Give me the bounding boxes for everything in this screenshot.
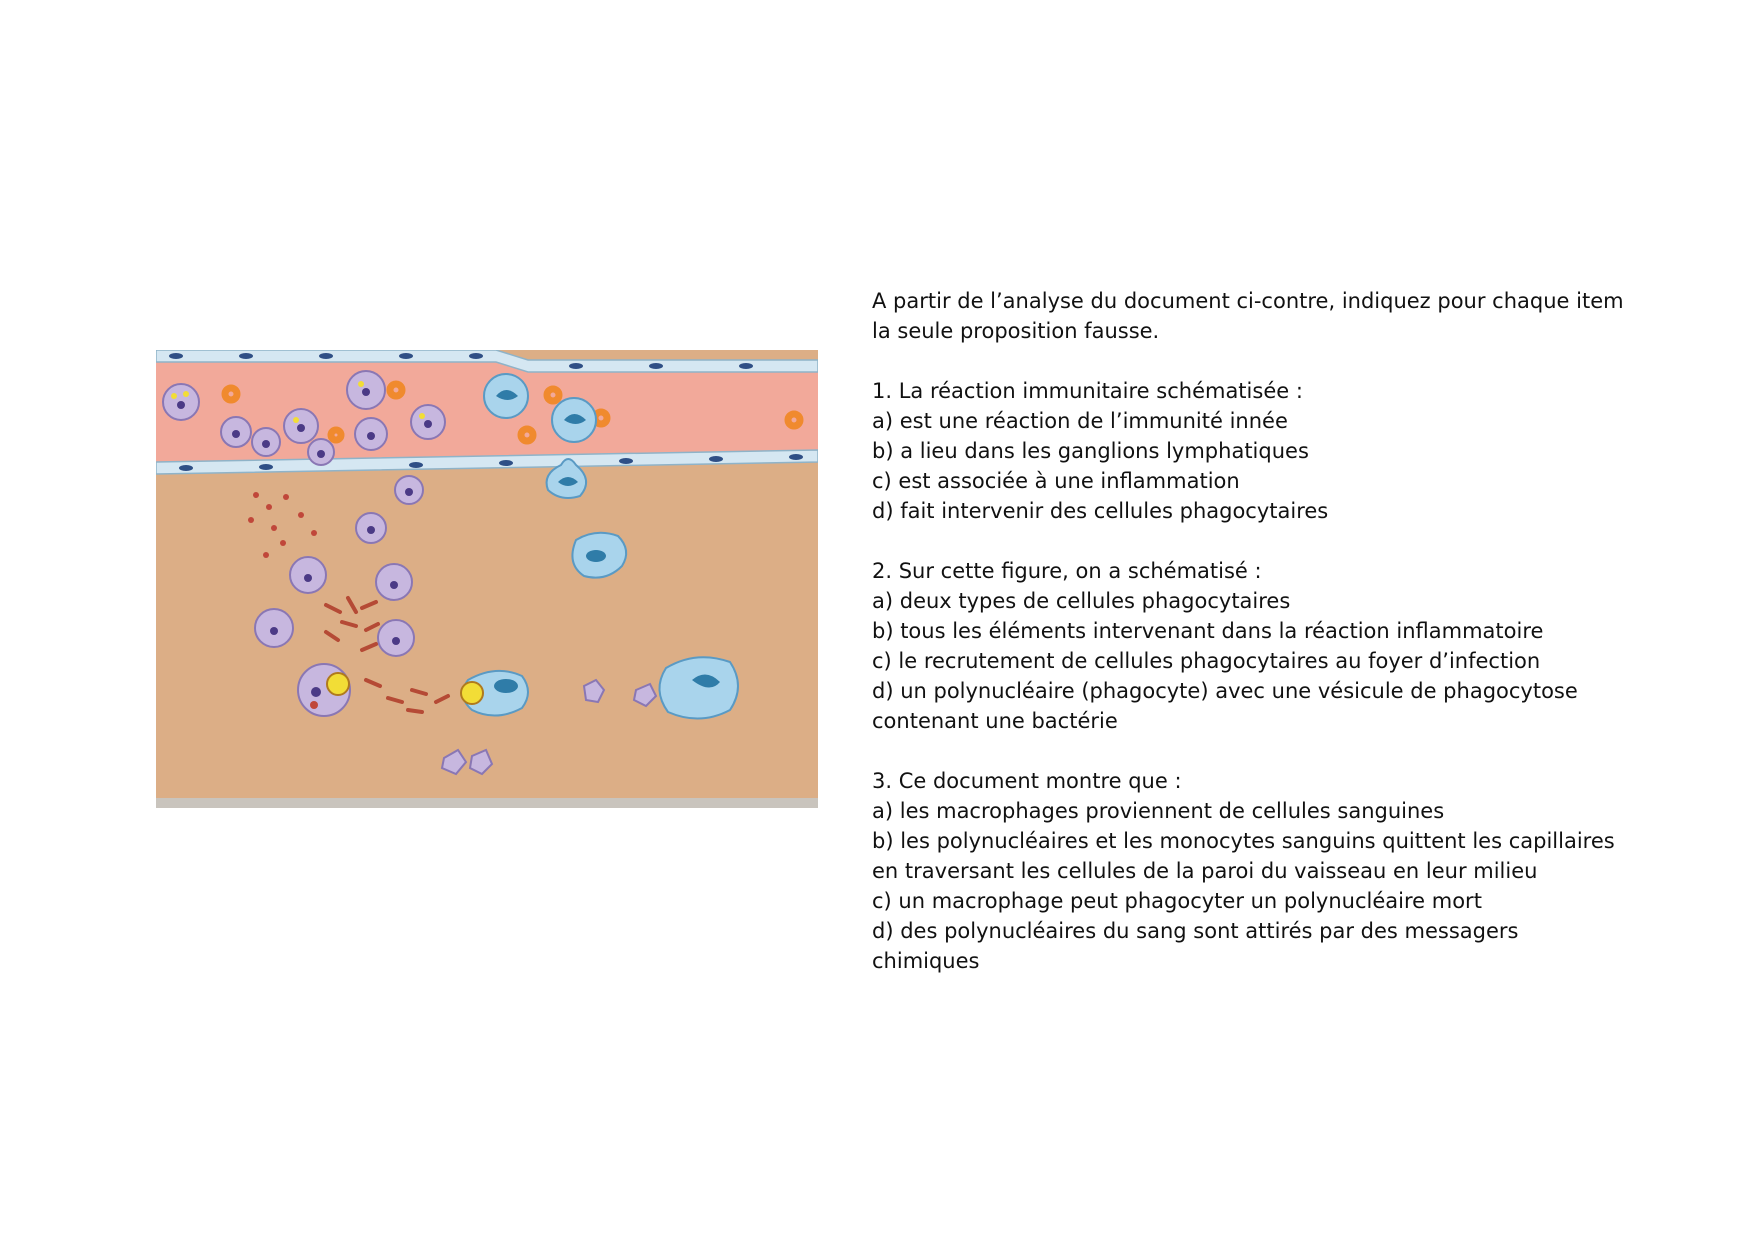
option-line: d) fait intervenir des cellules phagocytaires <box>872 499 1329 523</box>
option-line: c) le recrutement de cellules phagocytaires au foyer d’infection <box>872 649 1541 673</box>
question-3 <box>872 766 1632 976</box>
immune-response-figure <box>156 350 818 808</box>
option-line: a) les macrophages proviennent de cellules sanguines <box>872 799 1445 823</box>
option-line: a) deux types de cellules phagocytaires <box>872 589 1291 613</box>
question-title: 3. Ce document montre que : <box>872 769 1182 793</box>
option-line: b) les polynucléaires et les monocytes sanguins quittent les capillaires <box>872 829 1615 853</box>
question-title: 2. Sur cette figure, on a schématisé : <box>872 559 1262 583</box>
spacer <box>872 346 1632 376</box>
spacer <box>872 736 1632 766</box>
option-line: b) tous les éléments intervenant dans la réaction inflammatoire <box>872 619 1544 643</box>
option-line: chimiques <box>872 949 980 973</box>
inflammation-diagram <box>156 350 818 808</box>
option-line: en traversant les cellules de la paroi du vaisseau en leur milieu <box>872 859 1538 883</box>
option-line: d) un polynucléaire (phagocyte) avec une vésicule de phagocytose <box>872 679 1578 703</box>
option-line: b) a lieu dans les ganglions lymphatiques <box>872 439 1309 463</box>
question-2 <box>872 556 1632 736</box>
option-line: contenant une bactérie <box>872 709 1118 733</box>
intro-line: la seule proposition fausse. <box>872 319 1160 343</box>
option-line: d) des polynucléaires du sang sont attirés par des messagers <box>872 919 1519 943</box>
question-title: 1. La réaction immunitaire schématisée : <box>872 379 1303 403</box>
intro-line: A partir de l’analyse du document ci-contre, indiquez pour chaque item <box>872 289 1624 313</box>
option-line: c) est associée à une inflammation <box>872 469 1240 493</box>
option-line: c) un macrophage peut phagocyter un polynucléaire mort <box>872 889 1482 913</box>
question-text <box>872 286 1632 976</box>
spacer <box>872 526 1632 556</box>
question-1 <box>872 376 1632 526</box>
bottom-edge <box>156 798 818 808</box>
option-line: a) est une réaction de l’immunité innée <box>872 409 1288 433</box>
